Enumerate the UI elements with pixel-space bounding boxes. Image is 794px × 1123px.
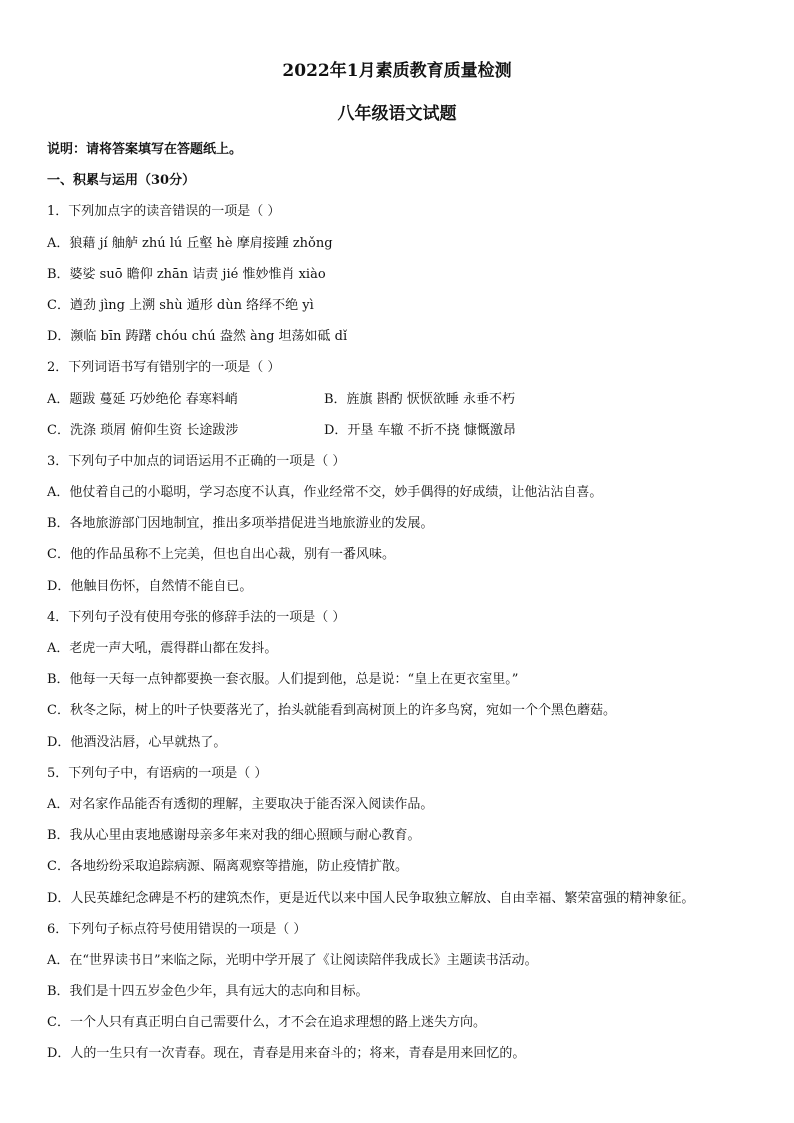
- option-c: C．他的作品虽称不上完美，但也自出心裁，别有一番风味。: [47, 547, 395, 563]
- option-c: C．秋冬之际，树上的叶子快要落光了，抬头就能看到高树顶上的许多鸟窝，宛如一个个黑色蘑菇。: [47, 703, 616, 719]
- question-5: [47, 758, 758, 914]
- option-d: D．他触目伤怀，自然情不能自已。: [47, 578, 253, 594]
- option-a: A．他仗着自己的小聪明，学习态度不认真，作业经常不交，妙手偶得的好成绩，让他沾沾自喜。: [47, 485, 603, 501]
- option-c: C．各地纷纷采取追踪病源、隔离观察等措施，防止疫情扩散。: [47, 859, 408, 875]
- option-c: C．洗涤 琐屑 俯仰生资 长途跋涉: [47, 422, 239, 438]
- option-d: D．濒临 bīn 踌躇 chóu chú 盎然 àng 坦荡如砥 dǐ: [47, 329, 348, 345]
- instruction: 说明：请将答案填写在答题纸上。: [47, 142, 243, 157]
- question-stem: 1．下列加点字的读音错误的一项是（ ）: [47, 204, 281, 220]
- question-stem: 5．下列句子中，有语病的一项是（ ）: [47, 765, 268, 781]
- question-4: [47, 602, 758, 758]
- option-c: C．一个人只有真正明白自己需要什么，才不会在追求理想的路上迷失方向。: [47, 1015, 486, 1031]
- option-b: B．旌旗 斟酌 恹恹欲睡 永垂不朽: [324, 391, 515, 407]
- option-b: B．他每一天每一点钟都要换一套衣服。人们提到他，总是说：“皇上在更衣室里。”: [47, 672, 519, 688]
- question-1: [47, 196, 758, 352]
- option-a: A．对名家作品能否有透彻的理解，主要取决于能否深入阅读作品。: [47, 796, 434, 812]
- exam-title: 2022年1月素质教育质量检测: [282, 61, 512, 81]
- section-heading: 一、积累与运用（30分）: [47, 173, 196, 189]
- exam-content: [47, 134, 758, 1070]
- option-b: B．我们是十四五岁金色少年，具有远大的志向和目标。: [47, 984, 369, 1000]
- question-stem: 2．下列词语书写有错别字的一项是（ ）: [47, 360, 281, 376]
- question-2: [47, 352, 758, 446]
- option-a: A．在“世界读书日”来临之际，光明中学开展了《让阅读陪伴我成长》主题读书活动。: [47, 952, 538, 968]
- option-d: D．他酒没沾唇，心早就热了。: [47, 734, 227, 750]
- option-d: D．人的一生只有一次青春。现在，青春是用来奋斗的；将来，青春是用来回忆的。: [47, 1046, 526, 1062]
- option-row: [47, 415, 758, 446]
- option-a: A．题跋 蔓延 巧妙绝伦 春寒料峭: [47, 391, 238, 407]
- question-6: [47, 914, 758, 1070]
- option-b: B．我从心里由衷地感谢母亲多年来对我的细心照顾与耐心教育。: [47, 828, 421, 844]
- option-a: A．狼藉 jí 舳舻 zhú lú 丘壑 hè 摩肩接踵 zhǒng: [47, 235, 333, 251]
- question-stem: 3．下列句子中加点的词语运用不正确的一项是（ ）: [47, 453, 346, 469]
- option-row: [47, 384, 758, 415]
- option-d: D．开垦 车辙 不折不挠 慷慨激昂: [324, 422, 516, 438]
- option-d: D．人民英雄纪念碑是不朽的建筑杰作，更是近代以来中国人民争取独立解放、自由幸福、繁荣富强的精神象征。: [47, 890, 695, 906]
- option-a: A．老虎一声大吼，震得群山都在发抖。: [47, 641, 278, 656]
- question-stem: 6．下列句子标点符号使用错误的一项是（ ）: [47, 921, 307, 937]
- option-c: C．遒劲 jìng 上溯 shù 遁形 dùn 络绎不绝 yì: [47, 297, 314, 313]
- exam-subtitle: 八年级语文试题: [337, 104, 457, 124]
- option-b: B．各地旅游部门因地制宜，推出多项举措促进当地旅游业的发展。: [47, 516, 434, 532]
- question-3: [47, 446, 758, 602]
- option-b: B．婆娑 suō 瞻仰 zhān 诘责 jié 惟妙惟肖 xiào: [47, 266, 326, 282]
- question-stem: 4．下列句子没有使用夸张的修辞手法的一项是（ ）: [47, 609, 346, 625]
